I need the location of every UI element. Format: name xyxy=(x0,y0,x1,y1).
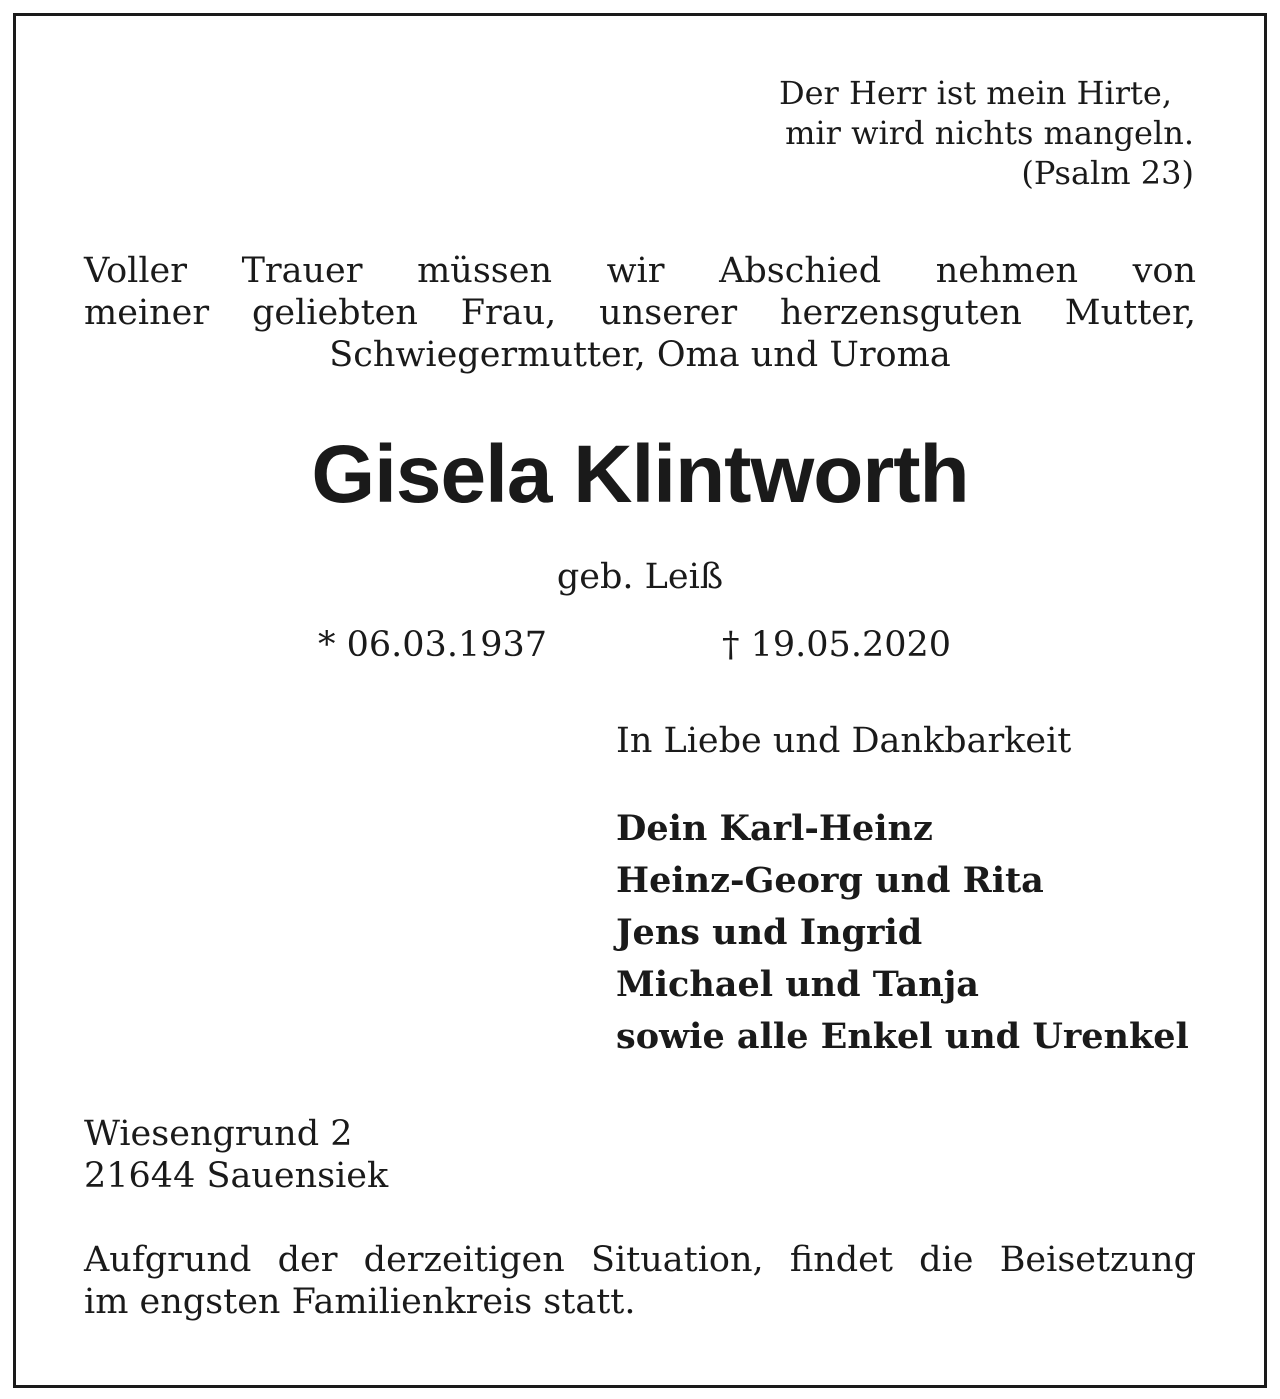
address-city: 21644 Sauensiek xyxy=(84,1156,389,1196)
intro-line-3: Schwiegermutter, Oma und Uroma xyxy=(329,335,951,375)
notice-line-1: Aufgrund der derzeitigen Situation, findet die Beisetzung xyxy=(84,1240,1196,1280)
intro-line-1: Voller Trauer müssen wir Abschied nehmen von xyxy=(84,251,1196,291)
address-street: Wiesengrund 2 xyxy=(84,1114,353,1154)
quote-line-2: mir wird nichts mangeln. xyxy=(785,114,1194,152)
funeral-notice xyxy=(84,1239,1196,1323)
death-date: † 19.05.2020 xyxy=(722,625,952,665)
mourners-list xyxy=(616,803,1189,1063)
address-block xyxy=(84,1113,388,1197)
birth-date: * 06.03.1937 xyxy=(318,625,548,665)
quote-source: (Psalm 23) xyxy=(1021,154,1194,192)
notice-line-2: im engsten Familienkreis statt. xyxy=(84,1282,636,1322)
mourner-item: Heinz-Georg und Rita xyxy=(616,860,1044,901)
mourner-item: Michael und Tanja xyxy=(616,964,979,1005)
maiden-name: geb. Leiß xyxy=(556,557,724,597)
mourner-item: Dein Karl-Heinz xyxy=(616,808,933,849)
intro-line-2: meiner geliebten Frau, unserer herzensguten Mutter, xyxy=(84,293,1196,333)
quote-line-1: Der Herr ist mein Hirte, xyxy=(778,74,1172,112)
mourner-item: Jens und Ingrid xyxy=(616,912,923,953)
psalm-quote xyxy=(674,73,1194,193)
mourner-item: sowie alle Enkel und Urenkel xyxy=(616,1016,1189,1057)
closing-phrase: In Liebe und Dankbarkeit xyxy=(616,721,1072,761)
deceased-name: Gisela Klintworth xyxy=(311,429,969,520)
intro-text xyxy=(84,250,1196,376)
